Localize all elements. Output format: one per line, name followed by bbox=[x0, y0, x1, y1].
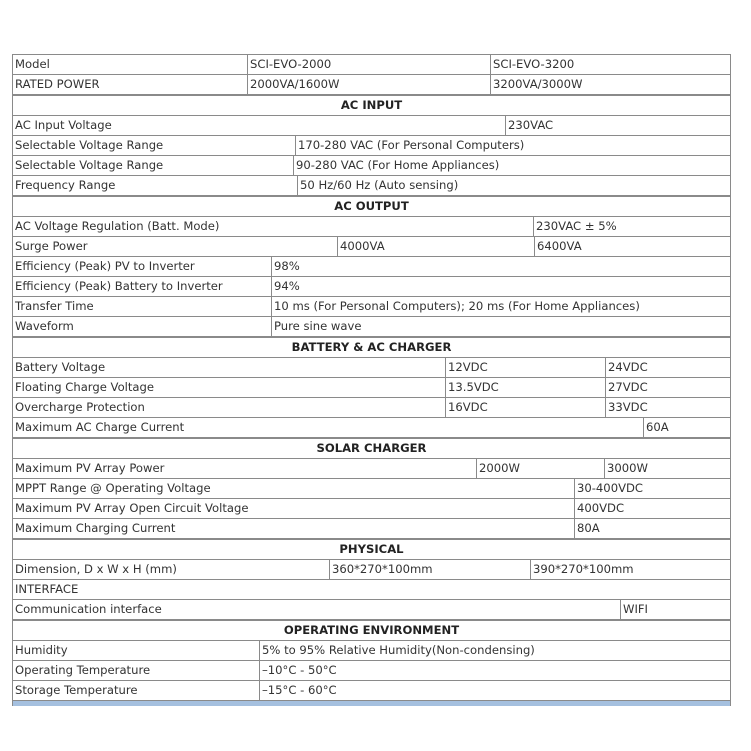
spec-value: 16VDC bbox=[445, 398, 605, 417]
table-row bbox=[12, 296, 731, 316]
table-row bbox=[12, 518, 731, 538]
spec-value: 10 ms (For Personal Computers); 20 ms (For Home Appliances) bbox=[271, 297, 730, 316]
spec-value: 2000W bbox=[476, 459, 604, 478]
spec-label: Transfer Time bbox=[15, 299, 94, 313]
spec-label: Selectable Voltage Range bbox=[15, 138, 164, 152]
spec-value: 50 Hz/60 Hz (Auto sensing) bbox=[297, 176, 730, 195]
spec-value: 94% bbox=[271, 277, 730, 296]
spec-value: 6400VA bbox=[534, 237, 730, 256]
table-row bbox=[12, 316, 731, 336]
section-header bbox=[12, 437, 731, 458]
spec-label: MPPT Range @ Operating Voltage bbox=[15, 481, 211, 495]
spec-value: 80A bbox=[574, 519, 730, 538]
spec-label: Waveform bbox=[15, 319, 74, 333]
spec-label: Floating Charge Voltage bbox=[15, 380, 155, 394]
table-row bbox=[12, 256, 731, 276]
table-row bbox=[12, 115, 731, 135]
section-title: AC OUTPUT bbox=[334, 199, 409, 213]
section-header bbox=[12, 619, 731, 640]
spec-value: 230VAC ± 5% bbox=[533, 217, 730, 236]
section-title: SOLAR CHARGER bbox=[316, 441, 427, 455]
section-title: AC INPUT bbox=[340, 98, 403, 112]
spec-label: Efficiency (Peak) Battery to Inverter bbox=[15, 279, 223, 293]
spec-label: AC Voltage Regulation (Batt. Mode) bbox=[15, 219, 220, 233]
table-row bbox=[12, 357, 731, 377]
spec-label: INTERFACE bbox=[15, 582, 79, 596]
spec-label: Dimension, D x W x H (mm) bbox=[15, 562, 177, 576]
spec-label: Humidity bbox=[15, 643, 68, 657]
spec-label: Surge Power bbox=[15, 239, 88, 253]
table-row bbox=[12, 216, 731, 236]
section-title: OPERATING ENVIRONMENT bbox=[283, 623, 460, 637]
spec-label: RATED POWER bbox=[15, 77, 100, 91]
spec-label: Efficiency (Peak) PV to Inverter bbox=[15, 259, 195, 273]
table-row bbox=[12, 458, 731, 478]
spec-label: Frequency Range bbox=[15, 178, 116, 192]
spec-value: 4000VA bbox=[337, 237, 534, 256]
spec-value: 230VAC bbox=[505, 116, 730, 135]
table-row bbox=[12, 276, 731, 296]
table-row bbox=[12, 559, 731, 579]
table-row bbox=[12, 74, 731, 94]
table-row bbox=[12, 579, 731, 599]
spec-label: Maximum AC Charge Current bbox=[15, 420, 185, 434]
section-title: PHYSICAL bbox=[339, 542, 404, 556]
spec-value: Pure sine wave bbox=[271, 317, 730, 336]
table-footer-bar bbox=[12, 700, 731, 706]
spec-label: Maximum PV Array Open Circuit Voltage bbox=[15, 501, 249, 515]
spec-value: 390*270*100mm bbox=[530, 560, 730, 579]
spec-label: Storage Temperature bbox=[15, 683, 138, 697]
section-header bbox=[12, 336, 731, 357]
spec-label: AC Input Voltage bbox=[15, 118, 112, 132]
table-row bbox=[12, 599, 731, 619]
table-row bbox=[12, 417, 731, 437]
table-row bbox=[12, 155, 731, 175]
table-row bbox=[12, 377, 731, 397]
spec-value: 170-280 VAC (For Personal Computers) bbox=[295, 136, 730, 155]
table-row bbox=[12, 175, 731, 195]
spec-value: 3000W bbox=[604, 459, 730, 478]
spec-value: 27VDC bbox=[605, 378, 730, 397]
spec-value: SCI-EVO-3200 bbox=[490, 55, 730, 74]
table-row bbox=[12, 660, 731, 680]
spec-value: SCI-EVO-2000 bbox=[247, 55, 490, 74]
spec-value: 60A bbox=[643, 418, 730, 437]
spec-value: WIFI bbox=[620, 600, 730, 619]
spec-value: 2000VA/1600W bbox=[247, 75, 490, 94]
spec-label: Model bbox=[15, 57, 50, 71]
spec-value: 5% to 95% Relative Humidity(Non-condensing) bbox=[259, 641, 730, 660]
spec-value: –10°C - 50°C bbox=[259, 661, 730, 680]
section-header bbox=[12, 538, 731, 559]
table-row bbox=[12, 54, 731, 74]
section-header bbox=[12, 94, 731, 115]
spec-label: Communication interface bbox=[15, 602, 162, 616]
spec-value: 33VDC bbox=[605, 398, 730, 417]
spec-label: Operating Temperature bbox=[15, 663, 151, 677]
spec-value: 24VDC bbox=[605, 358, 730, 377]
table-row bbox=[12, 397, 731, 417]
spec-value: 360*270*100mm bbox=[329, 560, 530, 579]
spec-value: 400VDC bbox=[574, 499, 730, 518]
table-row bbox=[12, 135, 731, 155]
spec-value: 3200VA/3000W bbox=[490, 75, 730, 94]
spec-value: 90-280 VAC (For Home Appliances) bbox=[293, 156, 730, 175]
table-row bbox=[12, 236, 731, 256]
spec-value: 12VDC bbox=[445, 358, 605, 377]
spec-label: Overcharge Protection bbox=[15, 400, 145, 414]
table-row bbox=[12, 498, 731, 518]
table-row bbox=[12, 680, 731, 700]
spec-value: 98% bbox=[271, 257, 730, 276]
spec-label: Battery Voltage bbox=[15, 360, 106, 374]
spec-label: Selectable Voltage Range bbox=[15, 158, 164, 172]
table-row bbox=[12, 640, 731, 660]
spec-value: –15°C - 60°C bbox=[259, 681, 730, 700]
table-row bbox=[12, 478, 731, 498]
section-header bbox=[12, 195, 731, 216]
spec-value: 13.5VDC bbox=[445, 378, 605, 397]
spec-label: Maximum Charging Current bbox=[15, 521, 176, 535]
spec-table bbox=[12, 54, 731, 706]
spec-label: Maximum PV Array Power bbox=[15, 461, 165, 475]
spec-value: 30-400VDC bbox=[574, 479, 730, 498]
section-title: BATTERY & AC CHARGER bbox=[291, 340, 452, 354]
